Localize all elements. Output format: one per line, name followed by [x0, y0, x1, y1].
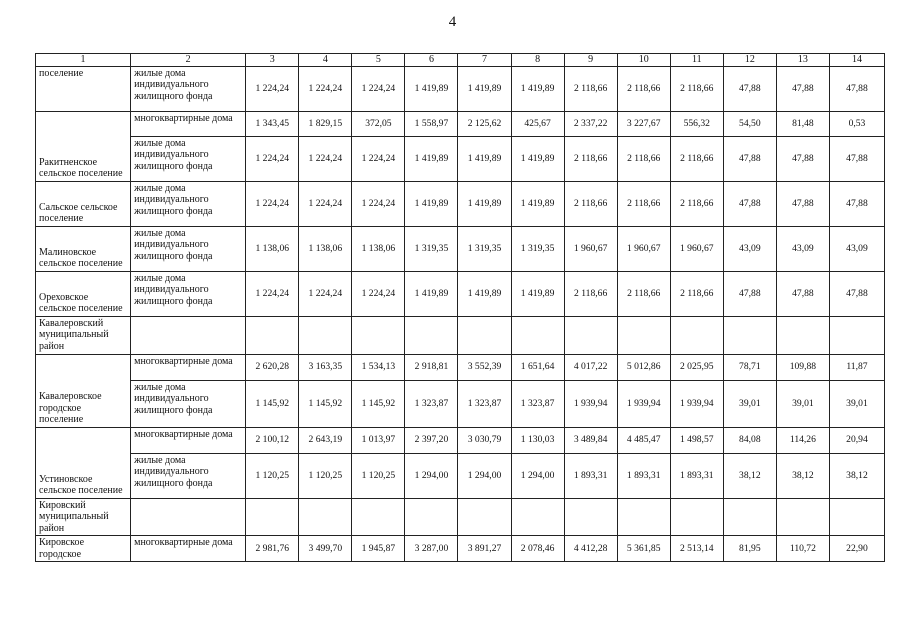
value-cell: 3 489,84 [564, 427, 617, 453]
value-cell: 1 294,00 [458, 453, 511, 498]
value-cell [670, 498, 723, 536]
column-header: 13 [776, 54, 829, 67]
value-cell [246, 316, 299, 354]
value-cell: 1 419,89 [458, 66, 511, 111]
column-header: 10 [617, 54, 670, 67]
value-cell: 1 224,24 [299, 181, 352, 226]
tariff-table [35, 53, 885, 562]
settlement-cell: Кировский муниципальный район [36, 498, 131, 536]
column-header: 2 [131, 54, 246, 67]
value-cell: 114,26 [776, 427, 829, 453]
value-cell: 1 945,87 [352, 536, 405, 562]
value-cell: 39,01 [776, 380, 829, 427]
table-row [36, 66, 885, 111]
value-cell [511, 498, 564, 536]
settlement-cell: Устиновское сельское поселение [36, 427, 131, 498]
value-cell [617, 498, 670, 536]
value-cell: 1 013,97 [352, 427, 405, 453]
value-cell [299, 498, 352, 536]
value-cell: 2 118,66 [564, 66, 617, 111]
housing-type-cell: многоквартирные дома [131, 111, 246, 136]
value-cell: 1 419,89 [458, 271, 511, 316]
housing-type-cell: жилые дома индивидуального жилищного фонда [131, 136, 246, 181]
value-cell: 2 118,66 [670, 136, 723, 181]
value-cell: 1 419,89 [458, 136, 511, 181]
value-cell: 1 939,94 [670, 380, 723, 427]
housing-type-cell: многоквартирные дома [131, 427, 246, 453]
column-header: 6 [405, 54, 458, 67]
value-cell: 110,72 [776, 536, 829, 562]
column-header: 8 [511, 54, 564, 67]
value-cell [352, 316, 405, 354]
value-cell: 3 891,27 [458, 536, 511, 562]
housing-type-cell: жилые дома индивидуального жилищного фонда [131, 66, 246, 111]
housing-type-cell [131, 498, 246, 536]
value-cell: 1 224,24 [246, 181, 299, 226]
value-cell: 4 412,28 [564, 536, 617, 562]
page-number: 4 [448, 14, 457, 30]
value-cell: 2 118,66 [617, 181, 670, 226]
value-cell: 1 120,25 [352, 453, 405, 498]
value-cell: 1 893,31 [564, 453, 617, 498]
value-cell: 0,53 [829, 111, 884, 136]
value-cell: 1 224,24 [352, 271, 405, 316]
value-cell [776, 316, 829, 354]
value-cell: 1 224,24 [246, 66, 299, 111]
table-row [36, 316, 885, 354]
value-cell: 5 012,86 [617, 354, 670, 380]
value-cell: 2 118,66 [617, 271, 670, 316]
value-cell: 2 337,22 [564, 111, 617, 136]
value-cell [829, 498, 884, 536]
value-cell: 1 323,87 [405, 380, 458, 427]
value-cell [511, 316, 564, 354]
value-cell: 3 227,67 [617, 111, 670, 136]
value-cell: 2 125,62 [458, 111, 511, 136]
value-cell: 1 224,24 [299, 66, 352, 111]
value-cell: 1 138,06 [299, 226, 352, 271]
value-cell [405, 316, 458, 354]
value-cell: 47,88 [723, 136, 776, 181]
value-cell: 1 224,24 [246, 136, 299, 181]
value-cell: 2 981,76 [246, 536, 299, 562]
value-cell: 4 485,47 [617, 427, 670, 453]
settlement-cell: Ореховское сельское поселение [36, 271, 131, 316]
value-cell: 1 145,92 [246, 380, 299, 427]
value-cell: 43,09 [776, 226, 829, 271]
value-cell: 1 419,89 [511, 136, 564, 181]
value-cell: 1 224,24 [299, 136, 352, 181]
table-row [36, 271, 885, 316]
value-cell: 22,90 [829, 536, 884, 562]
value-cell: 2 643,19 [299, 427, 352, 453]
table-row [36, 498, 885, 536]
value-cell: 47,88 [829, 271, 884, 316]
housing-type-cell: жилые дома индивидуального жилищного фонда [131, 380, 246, 427]
value-cell: 1 419,89 [405, 136, 458, 181]
value-cell [299, 316, 352, 354]
table-row [36, 111, 885, 136]
value-cell: 1 294,00 [511, 453, 564, 498]
value-cell: 81,95 [723, 536, 776, 562]
value-cell [617, 316, 670, 354]
value-cell: 47,88 [776, 136, 829, 181]
value-cell: 1 138,06 [352, 226, 405, 271]
value-cell: 47,88 [723, 271, 776, 316]
table-row [36, 427, 885, 453]
value-cell: 1 558,97 [405, 111, 458, 136]
table-row [36, 380, 885, 427]
value-cell: 2 118,66 [617, 136, 670, 181]
value-cell: 84,08 [723, 427, 776, 453]
settlement-cell: Малиновское сельское поселение [36, 226, 131, 271]
value-cell: 2 025,95 [670, 354, 723, 380]
value-cell: 1 145,92 [352, 380, 405, 427]
column-header: 11 [670, 54, 723, 67]
column-header: 7 [458, 54, 511, 67]
value-cell: 43,09 [723, 226, 776, 271]
value-cell: 2 118,66 [564, 136, 617, 181]
value-cell: 109,88 [776, 354, 829, 380]
value-cell: 3 499,70 [299, 536, 352, 562]
value-cell: 20,94 [829, 427, 884, 453]
value-cell: 1 498,57 [670, 427, 723, 453]
value-cell [458, 316, 511, 354]
value-cell: 1 893,31 [617, 453, 670, 498]
value-cell: 1 120,25 [246, 453, 299, 498]
value-cell: 47,88 [776, 181, 829, 226]
settlement-cell: Сальское сельское поселение [36, 181, 131, 226]
value-cell: 43,09 [829, 226, 884, 271]
value-cell: 1 294,00 [405, 453, 458, 498]
table-row [36, 354, 885, 380]
value-cell: 1 323,87 [511, 380, 564, 427]
value-cell: 1 224,24 [352, 181, 405, 226]
settlement-cell: Ракитненское сельское поселение [36, 111, 131, 181]
value-cell: 1 829,15 [299, 111, 352, 136]
value-cell: 425,67 [511, 111, 564, 136]
value-cell: 1 224,24 [246, 271, 299, 316]
column-header: 14 [829, 54, 884, 67]
value-cell: 2 118,66 [564, 181, 617, 226]
value-cell: 1 224,24 [299, 271, 352, 316]
value-cell: 1 939,94 [617, 380, 670, 427]
column-header: 4 [299, 54, 352, 67]
value-cell: 1 419,89 [458, 181, 511, 226]
value-cell: 47,88 [829, 181, 884, 226]
value-cell: 47,88 [723, 66, 776, 111]
value-cell: 1 960,67 [670, 226, 723, 271]
value-cell: 556,32 [670, 111, 723, 136]
value-cell: 372,05 [352, 111, 405, 136]
column-header: 1 [36, 54, 131, 67]
table-row [36, 226, 885, 271]
value-cell: 78,71 [723, 354, 776, 380]
value-cell [246, 498, 299, 536]
column-header: 3 [246, 54, 299, 67]
column-header: 5 [352, 54, 405, 67]
value-cell: 1 939,94 [564, 380, 617, 427]
value-cell [458, 498, 511, 536]
value-cell: 81,48 [776, 111, 829, 136]
value-cell: 2 118,66 [670, 181, 723, 226]
value-cell [829, 316, 884, 354]
column-number-row [36, 54, 885, 67]
value-cell: 2 100,12 [246, 427, 299, 453]
value-cell: 1 534,13 [352, 354, 405, 380]
value-cell: 2 118,66 [670, 271, 723, 316]
value-cell: 1 138,06 [246, 226, 299, 271]
value-cell: 2 397,20 [405, 427, 458, 453]
value-cell: 47,88 [723, 181, 776, 226]
value-cell: 38,12 [776, 453, 829, 498]
value-cell: 1 120,25 [299, 453, 352, 498]
value-cell: 1 319,35 [405, 226, 458, 271]
value-cell: 1 343,45 [246, 111, 299, 136]
value-cell: 1 419,89 [511, 66, 564, 111]
value-cell: 1 145,92 [299, 380, 352, 427]
value-cell: 11,87 [829, 354, 884, 380]
value-cell: 47,88 [829, 66, 884, 111]
value-cell [405, 498, 458, 536]
value-cell: 47,88 [776, 271, 829, 316]
value-cell: 1 319,35 [458, 226, 511, 271]
table-row [36, 453, 885, 498]
value-cell: 39,01 [829, 380, 884, 427]
housing-type-cell: многоквартирные дома [131, 536, 246, 562]
value-cell: 4 017,22 [564, 354, 617, 380]
value-cell: 39,01 [723, 380, 776, 427]
value-cell [723, 316, 776, 354]
value-cell: 38,12 [723, 453, 776, 498]
value-cell [352, 498, 405, 536]
value-cell: 1 651,64 [511, 354, 564, 380]
value-cell: 38,12 [829, 453, 884, 498]
value-cell: 1 323,87 [458, 380, 511, 427]
housing-type-cell: жилые дома индивидуального жилищного фонда [131, 226, 246, 271]
housing-type-cell: жилые дома индивидуального жилищного фонда [131, 453, 246, 498]
settlement-cell: Кировское городское [36, 536, 131, 562]
housing-type-cell: многоквартирные дома [131, 354, 246, 380]
value-cell: 1 224,24 [352, 136, 405, 181]
value-cell: 2 620,28 [246, 354, 299, 380]
value-cell: 3 163,35 [299, 354, 352, 380]
value-cell: 1 419,89 [511, 271, 564, 316]
value-cell: 1 319,35 [511, 226, 564, 271]
housing-type-cell: жилые дома индивидуального жилищного фонда [131, 181, 246, 226]
value-cell [723, 498, 776, 536]
value-cell: 2 118,66 [617, 66, 670, 111]
value-cell: 3 030,79 [458, 427, 511, 453]
value-cell: 2 918,81 [405, 354, 458, 380]
value-cell: 3 287,00 [405, 536, 458, 562]
value-cell: 1 419,89 [511, 181, 564, 226]
housing-type-cell [131, 316, 246, 354]
housing-type-cell: жилые дома индивидуального жилищного фонда [131, 271, 246, 316]
column-header: 12 [723, 54, 776, 67]
value-cell [564, 498, 617, 536]
table-row [36, 536, 885, 562]
value-cell: 1 419,89 [405, 181, 458, 226]
column-header: 9 [564, 54, 617, 67]
value-cell: 1 960,67 [564, 226, 617, 271]
value-cell: 54,50 [723, 111, 776, 136]
value-cell: 3 552,39 [458, 354, 511, 380]
value-cell [670, 316, 723, 354]
value-cell: 1 419,89 [405, 271, 458, 316]
value-cell: 2 118,66 [670, 66, 723, 111]
value-cell: 1 893,31 [670, 453, 723, 498]
table-row [36, 136, 885, 181]
value-cell: 1 419,89 [405, 66, 458, 111]
value-cell [564, 316, 617, 354]
value-cell [776, 498, 829, 536]
settlement-cell: Кавалеровский муниципальный район [36, 316, 131, 354]
table-row [36, 181, 885, 226]
value-cell: 5 361,85 [617, 536, 670, 562]
value-cell: 1 960,67 [617, 226, 670, 271]
value-cell: 2 513,14 [670, 536, 723, 562]
value-cell: 47,88 [829, 136, 884, 181]
value-cell: 1 130,03 [511, 427, 564, 453]
value-cell: 2 118,66 [564, 271, 617, 316]
value-cell: 1 224,24 [352, 66, 405, 111]
settlement-cell: Кавалеровское городское поселение [36, 354, 131, 427]
value-cell: 2 078,46 [511, 536, 564, 562]
value-cell: 47,88 [776, 66, 829, 111]
settlement-cell: поселение [36, 66, 131, 111]
